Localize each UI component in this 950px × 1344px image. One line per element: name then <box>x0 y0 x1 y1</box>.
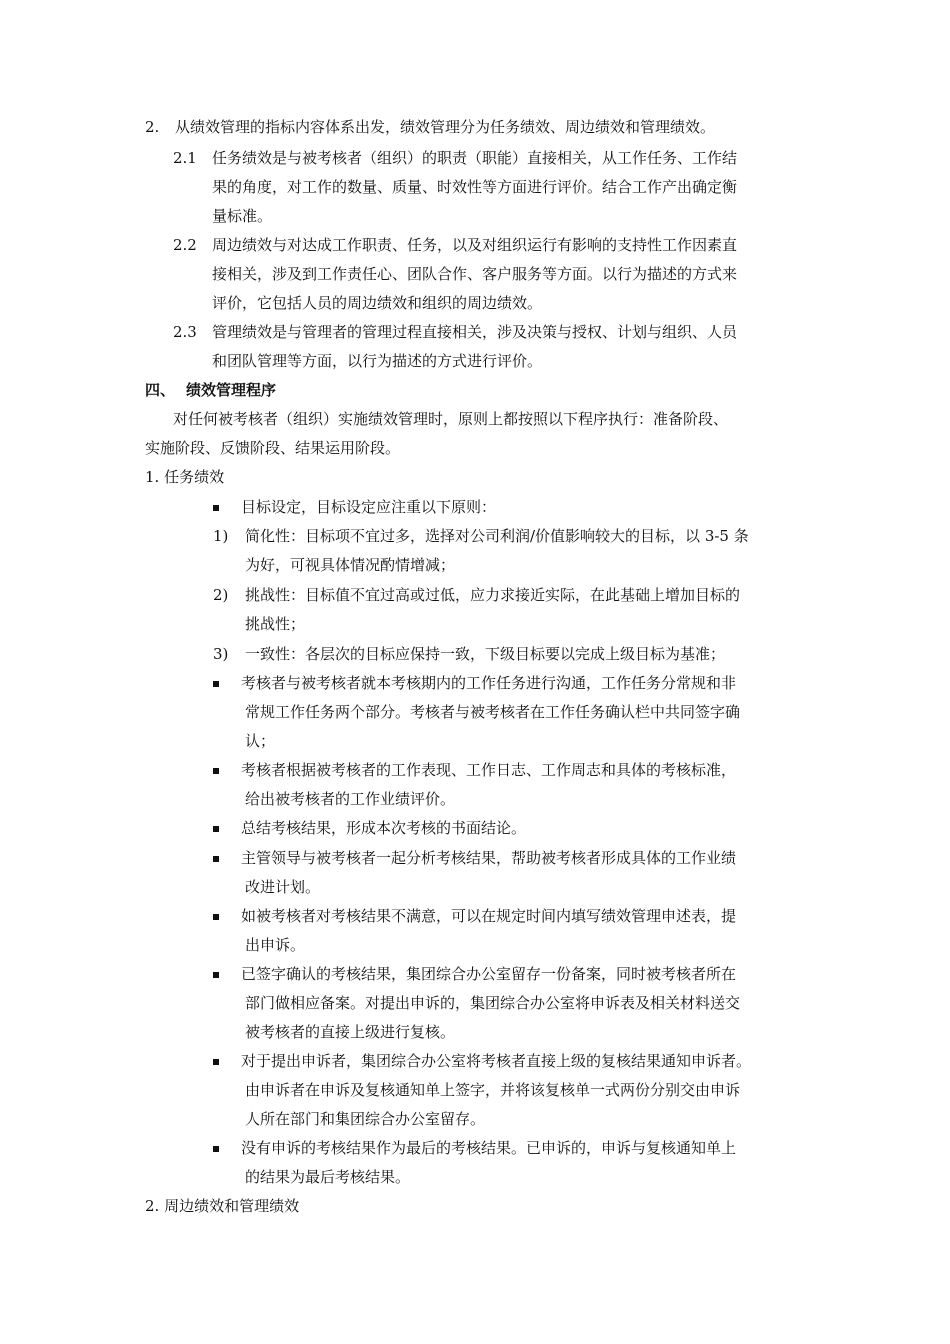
bullet-icon <box>213 1059 219 1065</box>
paragraph-line: 挑战性； <box>245 615 306 633</box>
section-number: 四、 <box>145 381 176 399</box>
list-item: 常规工作任务两个部分。考核者与被考核者在工作任务确认栏中共同签字确 <box>245 703 741 721</box>
paragraph-line: 果的角度，对工作的数量、质量、时效性等方面进行评价。结合工作产出确定衡 <box>212 178 738 196</box>
section-title: 绩效管理程序 <box>186 381 277 399</box>
sub-item-number: 2.1 <box>173 149 197 167</box>
paragraph-line: 为好，可视具体情况酌情增减； <box>245 556 456 574</box>
sub-item-number: 2.2 <box>173 236 197 254</box>
paragraph-line: 一致性：各层次的目标应保持一致，下级目标要以完成上级目标为基准； <box>245 645 726 663</box>
list-item: 如被考核者对考核结果不满意，可以在规定时间内填写绩效管理申述表，提 <box>241 907 737 925</box>
paragraph-line: 实施阶段、反馈阶段、结果运用阶段。 <box>145 439 401 457</box>
bullet-icon <box>213 1146 219 1152</box>
subsection-heading: 2. 周边绩效和管理绩效 <box>145 1197 300 1215</box>
list-item: 考核者根据被考核者的工作表现、工作日志、工作周志和具体的考核标准， <box>241 761 737 779</box>
paragraph-line: 评价，它包括人员的周边绩效和组织的周边绩效。 <box>212 294 543 312</box>
list-number: 2. <box>145 118 160 136</box>
bullet-icon <box>213 768 219 774</box>
principle-number: 1) <box>213 527 229 545</box>
paragraph-line: 从绩效管理的指标内容体系出发，绩效管理分为任务绩效、周边绩效和管理绩效。 <box>175 118 716 136</box>
paragraph-line: 对任何被考核者（组织）实施绩效管理时，原则上都按照以下程序执行：准备阶段、 <box>173 410 729 428</box>
list-item: 认； <box>245 732 276 750</box>
bullet-icon <box>213 914 219 920</box>
list-item: 出申诉。 <box>245 936 306 954</box>
bullet-icon <box>213 681 219 687</box>
bullet-icon <box>213 826 219 832</box>
list-item: 主管领导与被考核者一起分析考核结果，帮助被考核者形成具体的工作业绩 <box>241 849 737 867</box>
paragraph-line: 量标准。 <box>212 207 273 225</box>
subsection-heading: 1. 任务绩效 <box>145 468 225 486</box>
paragraph-line: 任务绩效是与被考核者（组织）的职责（职能）直接相关，从工作任务、工作结 <box>212 149 738 167</box>
paragraph-line: 简化性：目标项不宜过多，选择对公司利润/价值影响较大的目标，以 3-5 条 <box>245 527 749 545</box>
paragraph-line: 挑战性：目标值不宜过高或过低，应力求接近实际，在此基础上增加目标的 <box>245 586 741 604</box>
list-item: 被考核者的直接上级进行复核。 <box>245 1023 456 1041</box>
sub-item-number: 2.3 <box>173 323 197 341</box>
list-item: 的结果为最后考核结果。 <box>245 1168 411 1186</box>
list-item: 已签字确认的考核结果，集团综合办公室留存一份备案，同时被考核者所在 <box>241 965 737 983</box>
list-item: 目标设定，目标设定应注重以下原则： <box>241 498 497 516</box>
paragraph-line: 管理绩效是与管理者的管理过程直接相关，涉及决策与授权、计划与组织、人员 <box>212 323 738 341</box>
list-item: 没有申诉的考核结果作为最后的考核结果。已申诉的，申诉与复核通知单上 <box>241 1139 737 1157</box>
list-item: 给出被考核者的工作业绩评价。 <box>245 790 456 808</box>
bullet-icon <box>213 972 219 978</box>
list-item: 人所在部门和集团综合办公室留存。 <box>245 1110 486 1128</box>
bullet-icon <box>213 505 219 511</box>
bullet-icon <box>213 856 219 862</box>
paragraph-line: 周边绩效与对达成工作职责、任务，以及对组织运行有影响的支持性工作因素直 <box>212 236 738 254</box>
list-item: 改进计划。 <box>245 878 321 896</box>
list-item: 考核者与被考核者就本考核期内的工作任务进行沟通，工作任务分常规和非 <box>241 674 737 692</box>
paragraph-line: 和团队管理等方面，以行为描述的方式进行评价。 <box>212 352 543 370</box>
list-item: 对于提出申诉者，集团综合办公室将考核者直接上级的复核结果通知申诉者。 <box>241 1052 752 1070</box>
list-item: 部门做相应备案。对提出申诉的，集团综合办公室将申诉表及相关材料送交 <box>245 994 741 1012</box>
principle-number: 2) <box>213 586 229 604</box>
paragraph-line: 接相关，涉及到工作责任心、团队合作、客户服务等方面。以行为描述的方式来 <box>212 265 738 283</box>
list-item: 由申诉者在申诉及复核通知单上签字，并将该复核单一式两份分别交由申诉 <box>245 1081 741 1099</box>
principle-number: 3) <box>213 645 229 663</box>
list-item: 总结考核结果，形成本次考核的书面结论。 <box>241 819 527 837</box>
